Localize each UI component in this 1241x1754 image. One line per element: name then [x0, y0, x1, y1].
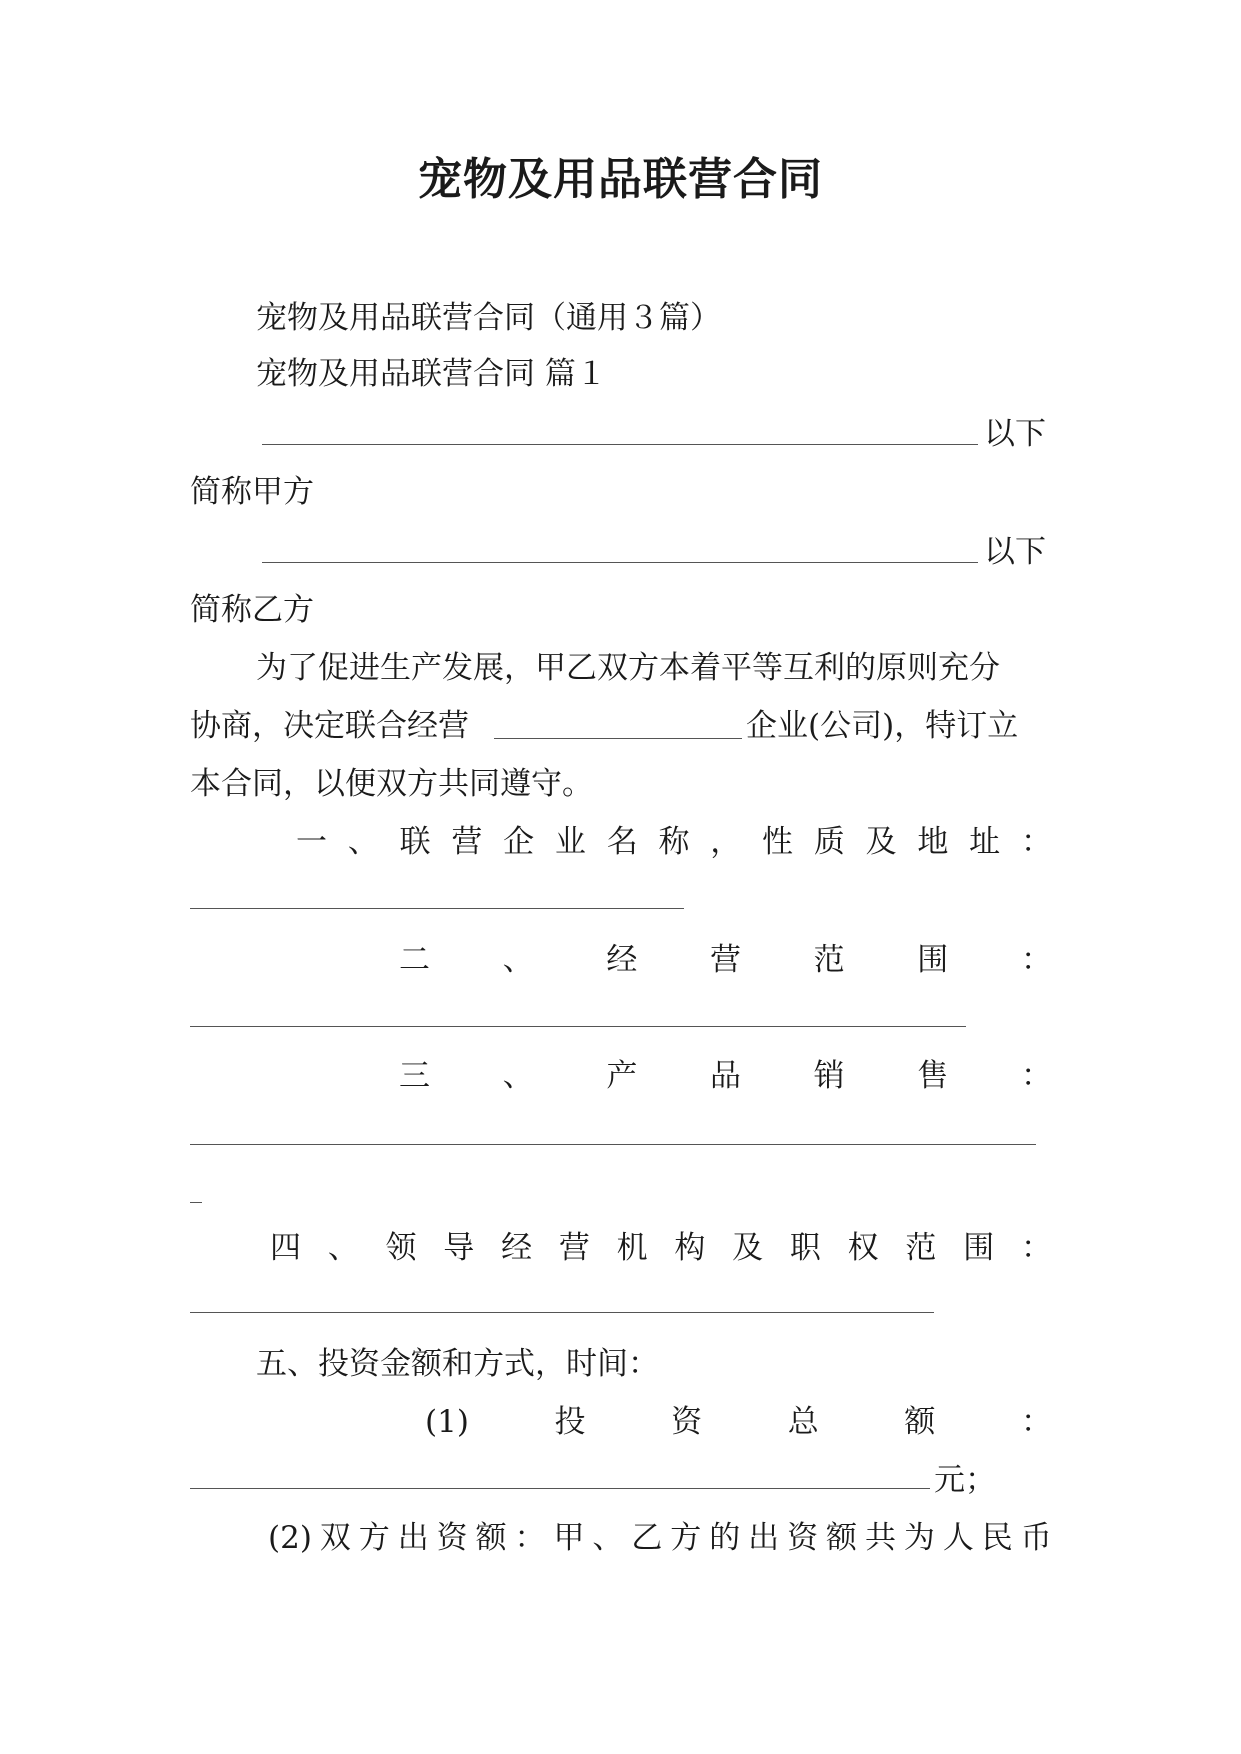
clause-5-2-char: 人 — [942, 1520, 974, 1556]
clause-2-char: 范 — [813, 942, 845, 978]
clause-5-2-char: 出 — [397, 1520, 429, 1556]
clause-4-char: 、 — [327, 1230, 359, 1266]
clause-1-char: 址 — [969, 824, 1001, 860]
intro-line-1: 为了促进生产发展，甲乙双方本着平等互利的原则充分 — [256, 650, 1000, 686]
clause-1-char: 地 — [917, 824, 949, 860]
clause-2-char: 经 — [606, 942, 638, 978]
intro-line-2a: 协商，决定联合经营 — [190, 708, 469, 744]
party-a-suffix: 以下 — [984, 416, 1046, 452]
clause-4-heading — [270, 1226, 1052, 1270]
clause-5-2-char: 甲 — [553, 1520, 585, 1556]
clause-1-char: 营 — [451, 824, 483, 860]
clause-1-heading — [296, 820, 1052, 864]
clause-2-char: 、 — [502, 942, 534, 978]
clause-5-2-char: 、 — [592, 1520, 624, 1556]
party-b-label: 简称乙方 — [190, 592, 314, 628]
clause-2-char: 围 — [917, 942, 949, 978]
clause-3-char: ： — [1020, 1058, 1052, 1094]
clause-2-heading — [399, 938, 1052, 982]
clause-1-char: 业 — [554, 824, 586, 860]
clause-4-char: 四 — [270, 1230, 301, 1266]
clause-5-2-char: 共 — [864, 1520, 896, 1556]
clause-4-blank — [190, 1312, 934, 1313]
clause-2-char: ： — [1020, 942, 1052, 978]
clause-3-blank — [190, 1144, 1036, 1145]
clause-1-char: 称 — [658, 824, 690, 860]
party-b-blank — [262, 562, 978, 563]
clause-1-char: ： — [1020, 824, 1052, 860]
clause-5-1-char: 资 — [671, 1404, 703, 1440]
clause-3-char: 、 — [502, 1058, 534, 1094]
clause-5-2-char: 币 — [1020, 1520, 1052, 1556]
clause-5-2-char: 为 — [903, 1520, 935, 1556]
business-name-blank — [494, 738, 742, 739]
clause-5-heading: 五、投资金额和方式，时间： — [256, 1346, 659, 1382]
section-heading: 宠物及用品联营合同 篇１ — [256, 356, 607, 392]
clause-5-2-char: 乙 — [631, 1520, 663, 1556]
party-b-suffix: 以下 — [984, 534, 1046, 570]
clause-1-char: 及 — [865, 824, 897, 860]
party-a-blank — [262, 444, 978, 445]
clause-4-char: 经 — [501, 1230, 533, 1266]
clause-5-1-heading — [425, 1400, 1052, 1444]
clause-5-2-char: 出 — [748, 1520, 780, 1556]
clause-5-1-char: 总 — [787, 1404, 819, 1440]
clause-4-char: 职 — [789, 1230, 821, 1266]
clause-5-2-char: 额 — [475, 1520, 507, 1556]
clause-1-blank — [190, 908, 684, 909]
clause-4-char: 范 — [905, 1230, 937, 1266]
clause-4-char: 营 — [558, 1230, 590, 1266]
clause-3-char: 三 — [399, 1058, 430, 1094]
clause-4-char: 构 — [674, 1230, 706, 1266]
clause-2-char: 营 — [709, 942, 741, 978]
clause-4-char: 机 — [616, 1230, 648, 1266]
clause-3-char: 品 — [709, 1058, 741, 1094]
clause-5-2-char: (2) — [268, 1520, 312, 1556]
clause-5-1-char: 投 — [554, 1404, 586, 1440]
clause-2-char: 二 — [399, 942, 430, 978]
intro-line-3: 本合同，以便双方共同遵守。 — [190, 766, 593, 802]
clause-1-char: 名 — [606, 824, 638, 860]
clause-1-char: 一 — [296, 824, 327, 860]
clause-2-blank — [190, 1026, 966, 1027]
clause-1-char: 、 — [347, 824, 379, 860]
clause-5-2-char: 额 — [826, 1520, 858, 1556]
clause-3-char: 售 — [917, 1058, 949, 1094]
clause-3-heading — [399, 1054, 1052, 1098]
clause-3-char: 销 — [813, 1058, 845, 1094]
clause-5-1-char: 额 — [904, 1404, 936, 1440]
investment-total-blank — [190, 1488, 930, 1489]
clause-5-2-char: 双 — [319, 1520, 351, 1556]
clause-4-char: 导 — [443, 1230, 475, 1266]
clause-5-2-line — [268, 1516, 1052, 1560]
clause-4-char: 权 — [847, 1230, 879, 1266]
clause-1-char: 性 — [762, 824, 794, 860]
clause-3-blank-tail — [190, 1202, 202, 1203]
clause-4-char: ： — [1020, 1230, 1052, 1266]
clause-3-char: 产 — [606, 1058, 638, 1094]
clause-5-2-char: 方 — [358, 1520, 390, 1556]
clause-1-char: 企 — [503, 824, 535, 860]
clause-5-1-char: (1) — [425, 1404, 469, 1440]
intro-line-2b: 企业(公司)，特订立 — [746, 708, 1019, 744]
clause-5-2-char: 资 — [436, 1520, 468, 1556]
clause-4-char: 及 — [732, 1230, 764, 1266]
clause-5-2-char: 民 — [981, 1520, 1013, 1556]
clause-5-2-char: 方 — [670, 1520, 702, 1556]
clause-4-char: 围 — [963, 1230, 995, 1266]
party-a-label: 简称甲方 — [190, 474, 314, 510]
clause-5-2-char: 的 — [709, 1520, 741, 1556]
investment-unit: 元； — [934, 1462, 996, 1498]
clause-1-char: ， — [710, 824, 742, 860]
clause-5-2-char: 资 — [787, 1520, 819, 1556]
document-subtitle: 宠物及用品联营合同（通用３篇） — [256, 300, 721, 336]
document-title: 宠物及用品联营合同 — [418, 154, 823, 205]
clause-1-char: 质 — [813, 824, 845, 860]
clause-5-1-char: ： — [1020, 1404, 1052, 1440]
clause-4-char: 领 — [385, 1230, 417, 1266]
clause-1-char: 联 — [399, 824, 431, 860]
clause-5-2-char: ： — [514, 1520, 546, 1556]
